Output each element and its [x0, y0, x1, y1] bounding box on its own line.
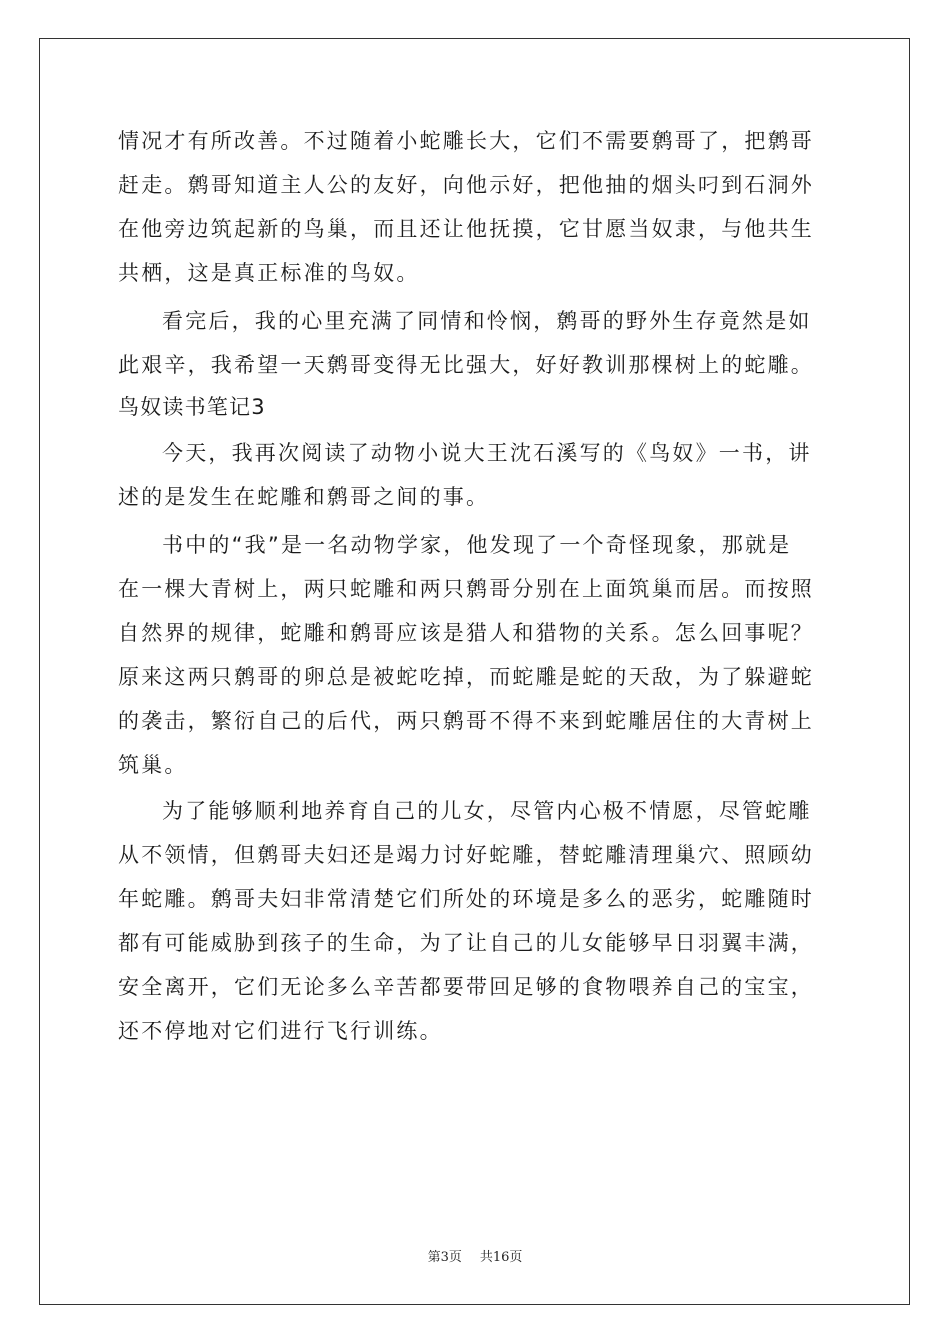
text-line: 都有可能威胁到孩子的生命，为了让自己的儿女能够早日羽翼丰满，	[118, 931, 814, 955]
section-heading: 鸟奴读书笔记3	[118, 395, 266, 419]
text-line: 看完后，我的心里充满了同情和怜悯，鹩哥的野外生存竟然是如	[162, 309, 812, 333]
text-line: 安全离开，它们无论多么辛苦都要带回足够的食物喂养自己的宝宝，	[118, 975, 814, 999]
text-line: 筑巢。	[118, 753, 188, 777]
text-line: 原来这两只鹩哥的卵总是被蛇吃掉，而蛇雕是蛇的天敌，为了躲避蛇	[118, 665, 814, 689]
page-number: 第3页	[427, 1250, 462, 1265]
text-line: 在他旁边筑起新的鸟巢，而且还让他抚摸，它甘愿当奴隶，与他共生	[118, 217, 814, 241]
text-line: 述的是发生在蛇雕和鹩哥之间的事。	[118, 485, 490, 509]
text-line: 在一棵大青树上，两只蛇雕和两只鹩哥分别在上面筑巢而居。而按照	[118, 577, 814, 601]
text-line: 赶走。鹩哥知道主人公的友好，向他示好，把他抽的烟头叼到石洞外	[118, 173, 814, 197]
text-line: 的袭击，繁衍自己的后代，两只鹩哥不得不来到蛇雕居住的大青树上	[118, 709, 814, 733]
text-line: 自然界的规律，蛇雕和鹩哥应该是猎人和猎物的关系。怎么回事呢？	[118, 621, 814, 645]
text-line: 此艰辛，我希望一天鹩哥变得无比强大，好好教训那棵树上的蛇雕。	[118, 353, 814, 377]
page-footer	[0, 1246, 950, 1265]
text-line: 共栖，这是真正标准的鸟奴。	[118, 261, 420, 285]
total-pages: 共16页	[479, 1250, 523, 1265]
text-line: 年蛇雕。鹩哥夫妇非常清楚它们所处的环境是多么的恶劣，蛇雕随时	[118, 887, 814, 911]
text-line: 为了能够顺利地养育自己的儿女，尽管内心极不情愿，尽管蛇雕	[162, 799, 812, 823]
text-line: 书中的“我”是一名动物学家，他发现了一个奇怪现象，那就是	[162, 533, 792, 557]
text-line: 还不停地对它们进行飞行训练。	[118, 1019, 443, 1043]
text-line: 今天，我再次阅读了动物小说大王沈石溪写的《鸟奴》一书，讲	[162, 441, 812, 465]
text-line: 情况才有所改善。不过随着小蛇雕长大，它们不需要鹩哥了，把鹩哥	[118, 129, 814, 153]
text-line: 从不领情，但鹩哥夫妇还是竭力讨好蛇雕，替蛇雕清理巢穴、照顾幼	[118, 843, 814, 867]
